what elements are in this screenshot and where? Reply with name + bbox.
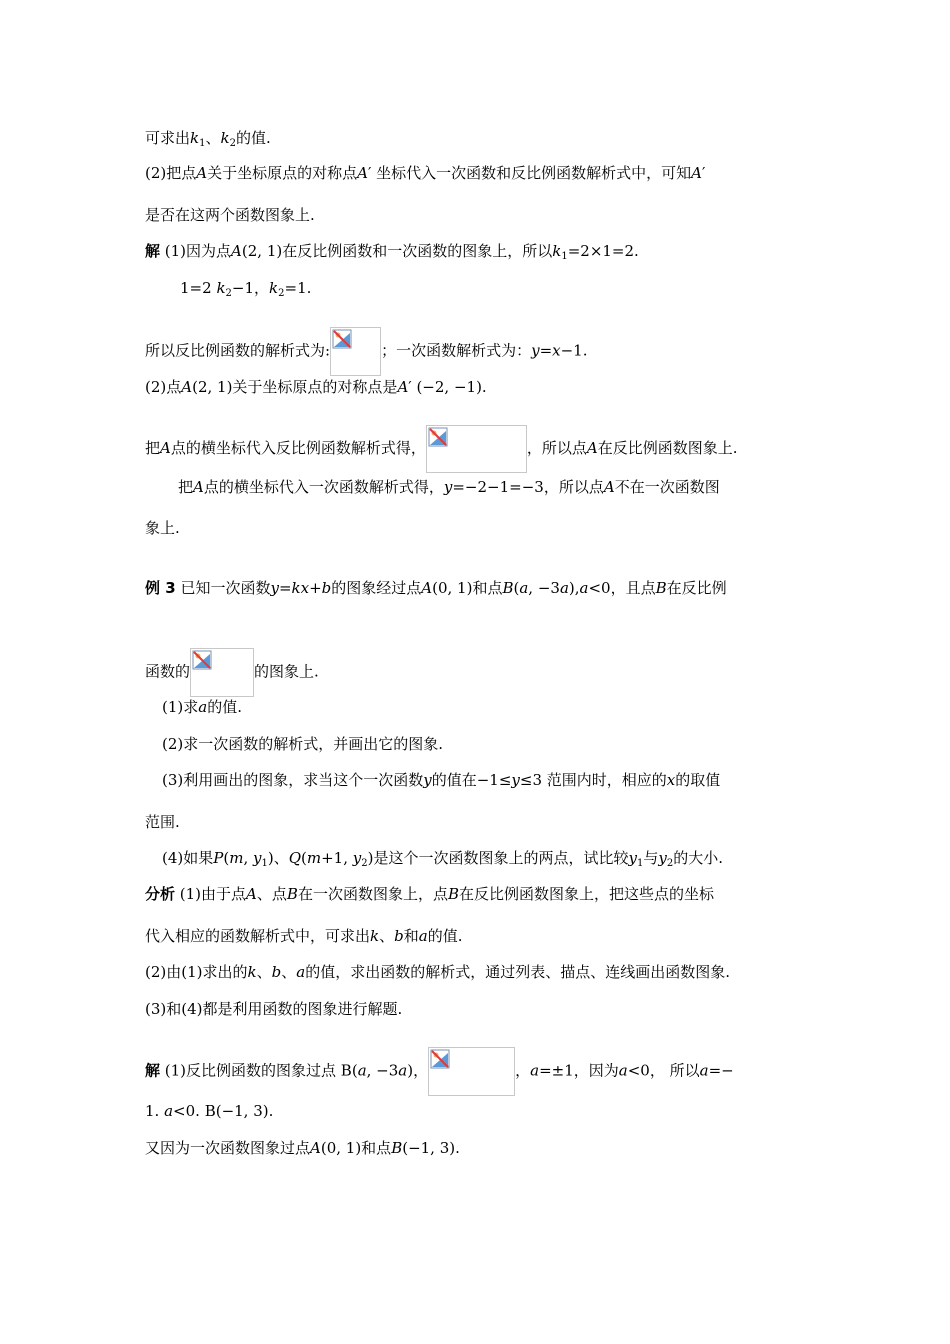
line-solution-3: 又因为一次函数图象过点A(0, 1)和点B(−1, 3). xyxy=(145,1139,460,1157)
line-q2: (2)求一次函数的解析式，并画出它的图象. xyxy=(162,735,444,753)
broken-image-icon xyxy=(332,329,352,349)
line-q1: (1)求a的值. xyxy=(162,698,242,716)
line-analysis-2: 代入相应的函数解析式中，可求出k、b和a的值. xyxy=(145,927,463,945)
line-q3-b: 范围. xyxy=(145,813,180,831)
line-p9: 把A点的横坐标代入一次函数解析式得，y=−2−1=−3，所以点A不在一次函数图 xyxy=(178,478,720,496)
line-example-3: 例 3 已知一次函数y=kx+b的图象经过点A(0, 1)和点B(a, −3a),a<0，且点B在反比例 xyxy=(145,579,727,597)
broken-image-icon xyxy=(192,650,212,670)
line-analysis-1: 分析 (1)由于点A、点B在一次函数图象上，点B在反比例函数图象上，把这些点的坐标 xyxy=(145,885,714,903)
line-p5: 1=2 $k_2-1$，$k_2=1$. xyxy=(180,279,312,299)
line-p6: 所以反比例函数的解析式为: ；一次函数解析式为：y=x−1. xyxy=(145,327,588,376)
line-p2: (2)把点A关于坐标原点的对称点A′ 坐标代入一次函数和反比例函数解析式中，可知A′ xyxy=(145,164,706,182)
line-analysis-4: (3)和(4)都是利用函数的图象进行解题. xyxy=(145,1000,403,1018)
line-q4: (4)如果P(m, $y_1$)、Q(m+1, $y_2$)是这个一次函数图象上的两点，试比较$y_1$与$y_2$的大小. xyxy=(162,849,723,869)
line-p8: 把A点的横坐标代入反比例函数解析式得， ，所以点A在反比例函数图象上. xyxy=(145,425,738,473)
line-solution-2: 1. a<0. B(−1, 3). xyxy=(145,1102,274,1120)
line-p3: 是否在这两个函数图象上. xyxy=(145,206,315,224)
line-example-3-b: 函数的 的图象上. xyxy=(145,648,319,697)
line-p1: 可求出$k_1$、$k_2$的值. xyxy=(145,129,271,149)
broken-image-icon xyxy=(430,1049,450,1069)
formula-image-placeholder xyxy=(428,1047,515,1096)
formula-image-placeholder xyxy=(190,648,254,697)
formula-image-placeholder xyxy=(330,327,381,376)
broken-image-icon xyxy=(428,427,448,447)
line-p10: 象上. xyxy=(145,519,180,537)
line-solution-1: 解 (1)反比例函数的图象过点 B(a, −3a)， ，a=±1，因为a<0， 所以a=− xyxy=(145,1047,734,1096)
line-p7: (2)点A(2, 1)关于坐标原点的对称点是A′ (−2, −1). xyxy=(145,378,487,396)
formula-image-placeholder xyxy=(426,425,527,473)
line-analysis-3: (2)由(1)求出的k、b、a的值，求出函数的解析式，通过列表、描点、连线画出函数图象. xyxy=(145,963,730,981)
line-q3: (3)利用画出的图象，求当这个一次函数y的值在−1≤y≤3 范围内时，相应的x的取值 xyxy=(162,771,721,789)
line-p4: 解 (1)因为点A(2, 1)在反比例函数和一次函数的图象上，所以$k_1=2\times 1=2$. xyxy=(145,242,639,262)
